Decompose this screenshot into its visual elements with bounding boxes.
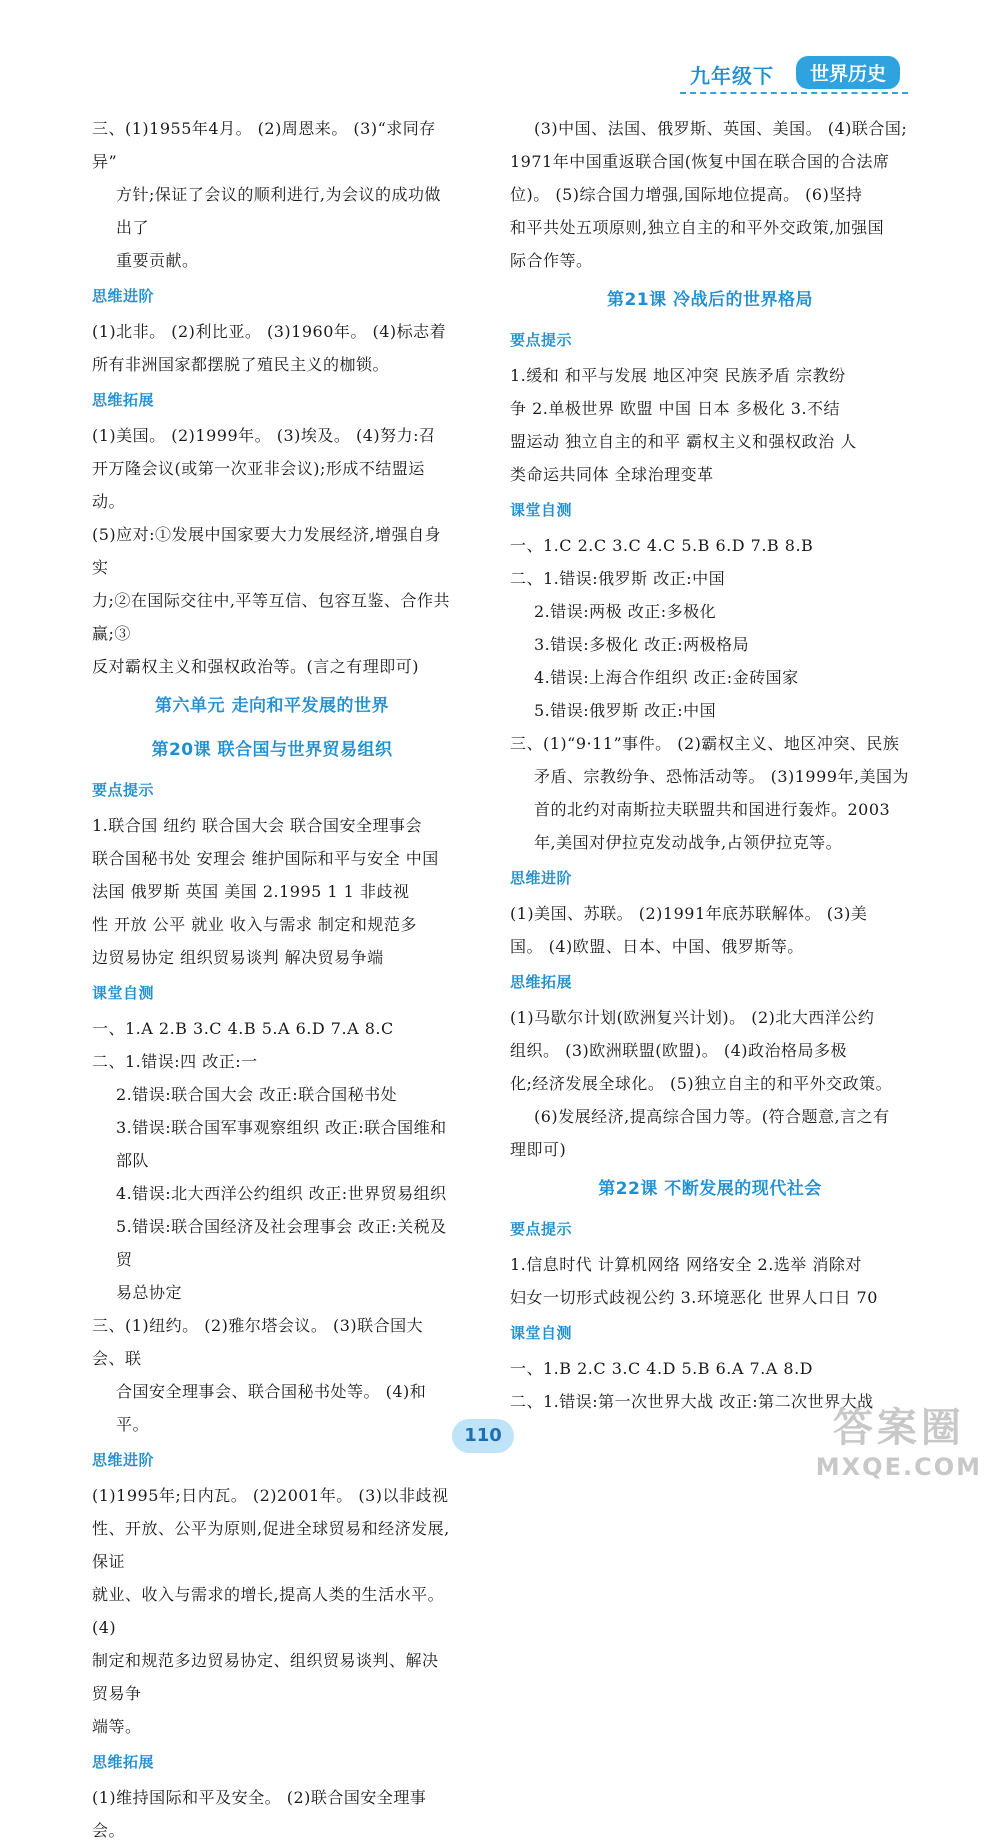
header-subject-badge: 世界历史 xyxy=(796,56,900,89)
answer-line: 妇女一切形式歧视公约 3.环境恶化 世界人口日 70 xyxy=(510,1288,878,1307)
answer-line: 盟运动 独立自主的和平 霸权主义和强权政治 人 xyxy=(510,432,857,451)
answer-line: 联合国秘书处 安理会 维护国际和平与安全 中国 xyxy=(92,849,439,868)
section-heading: 思维拓展 xyxy=(510,973,573,991)
answer-line: 3.错误:多极化 改正:两极格局 xyxy=(534,635,750,654)
answer-line: (3)中国、法国、俄罗斯、英国、美国。 (4)联合国; xyxy=(534,119,908,138)
section-heading: 思维进阶 xyxy=(510,869,573,887)
answer-line: 方针;保证了会议的顺利进行,为会议的成功做出了 xyxy=(116,185,441,237)
section-heading: 课堂自测 xyxy=(510,1324,573,1342)
answer-line: 理即可) xyxy=(510,1140,567,1159)
answer-line: 力;②在国际交往中,平等互信、包容互鉴、合作共赢;③ xyxy=(92,591,450,643)
answer-line: 5.错误:俄罗斯 改正:中国 xyxy=(534,701,717,720)
lesson-title: 第22课 不断发展的现代社会 xyxy=(598,1179,822,1199)
answer-line: (1)维持国际和平及安全。 (2)联合国安全理事会。 xyxy=(92,1788,427,1840)
answer-line: (1)1995年;日内瓦。 (2)2001年。 (3)以非歧视 xyxy=(92,1486,449,1505)
answer-line: 4.错误:北大西洋公约组织 改正:世界贸易组织 xyxy=(116,1184,447,1203)
right-column xyxy=(510,112,910,1418)
answer-line: 1.缓和 和平与发展 地区冲突 民族矛盾 宗教纷 xyxy=(510,366,846,385)
page-number: 110 xyxy=(452,1419,514,1453)
section-heading: 课堂自测 xyxy=(510,501,573,519)
answer-line: 际合作等。 xyxy=(510,251,593,270)
answer-line: (5)应对:①发展中国家要大力发展经济,增强自身实 xyxy=(92,525,442,577)
left-column xyxy=(92,112,452,1847)
answer-line: 矛盾、宗教纷争、恐怖活动等。 (3)1999年,美国为 xyxy=(534,767,910,786)
answer-line: 争 2.单极世界 欧盟 中国 日本 多极化 3.不结 xyxy=(510,399,841,418)
answer-line: 2.错误:两极 改正:多极化 xyxy=(534,602,717,621)
answer-line: (1)美国。 (2)1999年。 (3)埃及。 (4)努力:召 xyxy=(92,426,436,445)
answer-line: 类命运共同体 全球治理变革 xyxy=(510,465,714,484)
answer-line: 3.错误:联合国军事观察组织 改正:联合国维和 xyxy=(116,1118,447,1137)
answer-line: (1)美国、苏联。 (2)1991年底苏联解体。 (3)美 xyxy=(510,904,868,923)
section-heading: 要点提示 xyxy=(510,331,573,349)
answer-line: 三、(1)纽约。 (2)雅尔塔会议。 (3)联合国大会、联 xyxy=(92,1316,424,1368)
answer-line: 1971年中国重返联合国(恢复中国在联合国的合法席 xyxy=(510,152,890,171)
answer-line: 1.信息时代 计算机网络 网络安全 2.选举 消除对 xyxy=(510,1255,862,1274)
answer-line: 就业、收入与需求的增长,提高人类的生活水平。 (4) xyxy=(92,1585,445,1637)
answer-line: 开万隆会议(或第一次亚非会议);形成不结盟运动。 xyxy=(92,459,425,511)
answer-line: 一、1.A 2.B 3.C 4.B 5.A 6.D 7.A 8.C xyxy=(92,1019,394,1038)
answer-line: 三、(1)“9·11”事件。 (2)霸权主义、地区冲突、民族 xyxy=(510,734,900,753)
section-heading: 思维进阶 xyxy=(92,287,155,305)
answer-line: 制定和规范多边贸易协定、组织贸易谈判、解决贸易争 xyxy=(92,1651,439,1703)
answer-line: 和平共处五项原则,独立自主的和平外交政策,加强国 xyxy=(510,218,885,237)
watermark-url: MXQE.COM xyxy=(815,1453,982,1481)
lesson-title: 第六单元 走向和平发展的世界 xyxy=(155,696,389,716)
answer-line: 二、1.错误:俄罗斯 改正:中国 xyxy=(510,569,726,588)
answer-line: 性、开放、公平为原则,促进全球贸易和经济发展,保证 xyxy=(92,1519,450,1571)
answer-line: 端等。 xyxy=(92,1717,142,1736)
answer-line: 反对霸权主义和强权政治等。(言之有理即可) xyxy=(92,657,419,676)
answer-line: 组织。 (3)欧洲联盟(欧盟)。 (4)政治格局多极 xyxy=(510,1041,847,1060)
answer-line: 化;经济发展全球化。 (5)独立自主的和平外交政策。 xyxy=(510,1074,893,1093)
answer-line: 三、(1)1955年4月。 (2)周恩来。 (3)“求同存异” xyxy=(92,119,436,171)
section-heading: 要点提示 xyxy=(92,781,155,799)
section-heading: 思维拓展 xyxy=(92,1753,155,1771)
section-heading: 思维进阶 xyxy=(92,1451,155,1469)
answer-line: (1)马歇尔计划(欧洲复兴计划)。 (2)北大西洋公约 xyxy=(510,1008,875,1027)
answer-line: 二、1.错误:第一次世界大战 改正:第二次世界大战 xyxy=(510,1392,874,1411)
answer-line: 一、1.B 2.C 3.C 4.D 5.B 6.A 7.A 8.D xyxy=(510,1359,813,1378)
answer-line: 边贸易协定 组织贸易谈判 解决贸易争端 xyxy=(92,948,384,967)
answer-line: 年,美国对伊拉克发动战争,占领伊拉克等。 xyxy=(534,833,843,852)
answer-line: 5.错误:联合国经济及社会理事会 改正:关税及贸 xyxy=(116,1217,447,1269)
watermark-text: 答案圈 xyxy=(832,1405,965,1451)
answer-line: 重要贡献。 xyxy=(116,251,199,270)
answer-line: 一、1.C 2.C 3.C 4.C 5.B 6.D 7.B 8.B xyxy=(510,536,814,555)
lesson-title: 第21课 冷战后的世界格局 xyxy=(606,290,814,310)
answer-line: 性 开放 公平 就业 收入与需求 制定和规范多 xyxy=(92,915,417,934)
answer-line: 4.错误:上海合作组织 改正:金砖国家 xyxy=(534,668,799,687)
answer-line: 1.联合国 纽约 联合国大会 联合国安全理事会 xyxy=(92,816,423,835)
lesson-title: 第20课 联合国与世界贸易组织 xyxy=(151,740,393,760)
watermark-logo xyxy=(816,1396,982,1481)
section-heading: 思维拓展 xyxy=(92,391,155,409)
answer-line: (1)北非。 (2)利比亚。 (3)1960年。 (4)标志着 xyxy=(92,322,447,341)
section-heading: 课堂自测 xyxy=(92,984,155,1002)
answer-line: 部队 xyxy=(116,1151,150,1170)
answer-line: 国。 (4)欧盟、日本、中国、俄罗斯等。 xyxy=(510,937,804,956)
answer-line: 合国安全理事会、联合国秘书处等。 (4)和平。 xyxy=(116,1382,427,1434)
answer-line: 二、1.错误:四 改正:一 xyxy=(92,1052,258,1071)
answer-line: 2.错误:联合国大会 改正:联合国秘书处 xyxy=(116,1085,398,1104)
header-grade: 九年级下 xyxy=(690,64,774,88)
answer-line: (6)发展经济,提高综合国力等。(符合题意,言之有 xyxy=(534,1107,890,1126)
answer-line: 所有非洲国家都摆脱了殖民主义的枷锁。 xyxy=(92,355,390,374)
answer-line: 易总协定 xyxy=(116,1283,183,1302)
answer-line: 首的北约对南斯拉夫联盟共和国进行轰炸。2003 xyxy=(534,800,891,819)
answer-line: 法国 俄罗斯 英国 美国 2.1995 1 1 非歧视 xyxy=(92,882,410,901)
answer-line: 位)。 (5)综合国力增强,国际地位提高。 (6)坚持 xyxy=(510,185,863,204)
section-heading: 要点提示 xyxy=(510,1220,573,1238)
header-divider xyxy=(680,92,908,94)
